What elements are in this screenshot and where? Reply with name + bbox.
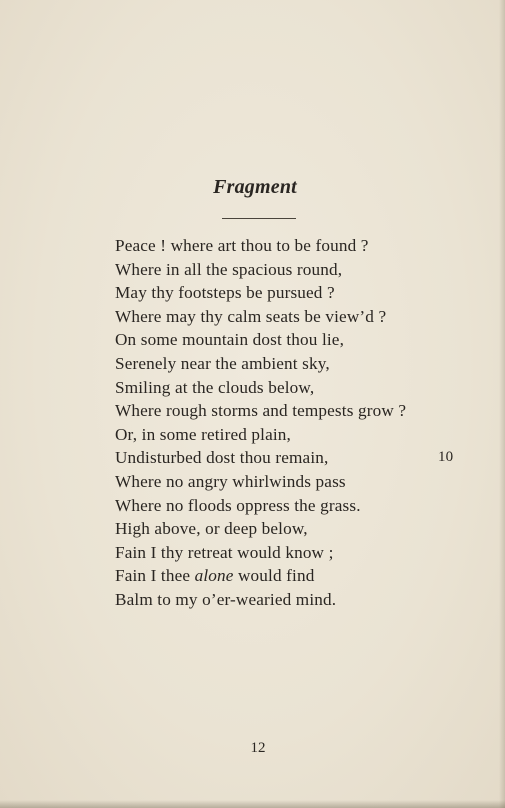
poem-line — [115, 305, 475, 329]
poem-body — [115, 234, 475, 612]
page-edge-shadow — [499, 0, 505, 808]
poem-title: Fragment — [213, 176, 297, 198]
poem-line — [115, 376, 475, 400]
poem-line — [115, 234, 475, 258]
line-text: High above, or deep below, — [115, 519, 308, 539]
poem-line — [115, 352, 475, 376]
poem-line — [115, 588, 475, 612]
line-text: Balm to my o’er-wearied mind. — [115, 589, 337, 609]
poem-line — [115, 328, 475, 352]
poem-line — [115, 399, 475, 423]
page-number: 12 — [250, 740, 266, 756]
line-text: Where no angry whirlwinds pass — [115, 471, 346, 491]
line-text: Where in all the spacious round, — [115, 259, 343, 279]
poem-line — [115, 258, 475, 282]
italic-word: alone — [194, 566, 234, 586]
line-text: Undisturbed dost thou remain, — [115, 448, 329, 468]
line-text: Fain I thy retreat would know ; — [115, 542, 334, 562]
poem-line — [115, 423, 475, 447]
page-bottom-shadow — [0, 800, 505, 808]
line-text: Or, in some retired plain, — [115, 424, 291, 444]
line-text: Where may thy calm seats be view’d ? — [115, 306, 387, 326]
line-text: Peace ! where art thou to be found ? — [115, 236, 369, 255]
line-text: Serenely near the ambient sky, — [115, 353, 330, 373]
poem-line — [115, 281, 475, 305]
poem-line — [115, 470, 475, 494]
line-text: Smiling at the clouds below, — [115, 377, 315, 397]
poem-line — [115, 446, 475, 470]
line-text: Where rough storms and tempests grow ? — [115, 401, 407, 421]
line-text: Fain I thee — [115, 566, 195, 586]
title-rule — [222, 218, 296, 219]
line-text: Where no floods oppress the grass. — [115, 495, 361, 515]
poem-line — [115, 564, 475, 588]
poem-line — [115, 517, 475, 541]
line-number: 10 — [438, 449, 454, 466]
line-text: On some mountain dost thou lie, — [115, 330, 345, 350]
poem-line — [115, 541, 475, 565]
line-text: would find — [233, 566, 315, 586]
poem-line — [115, 494, 475, 518]
line-text: May thy footsteps be pursued ? — [115, 283, 335, 303]
